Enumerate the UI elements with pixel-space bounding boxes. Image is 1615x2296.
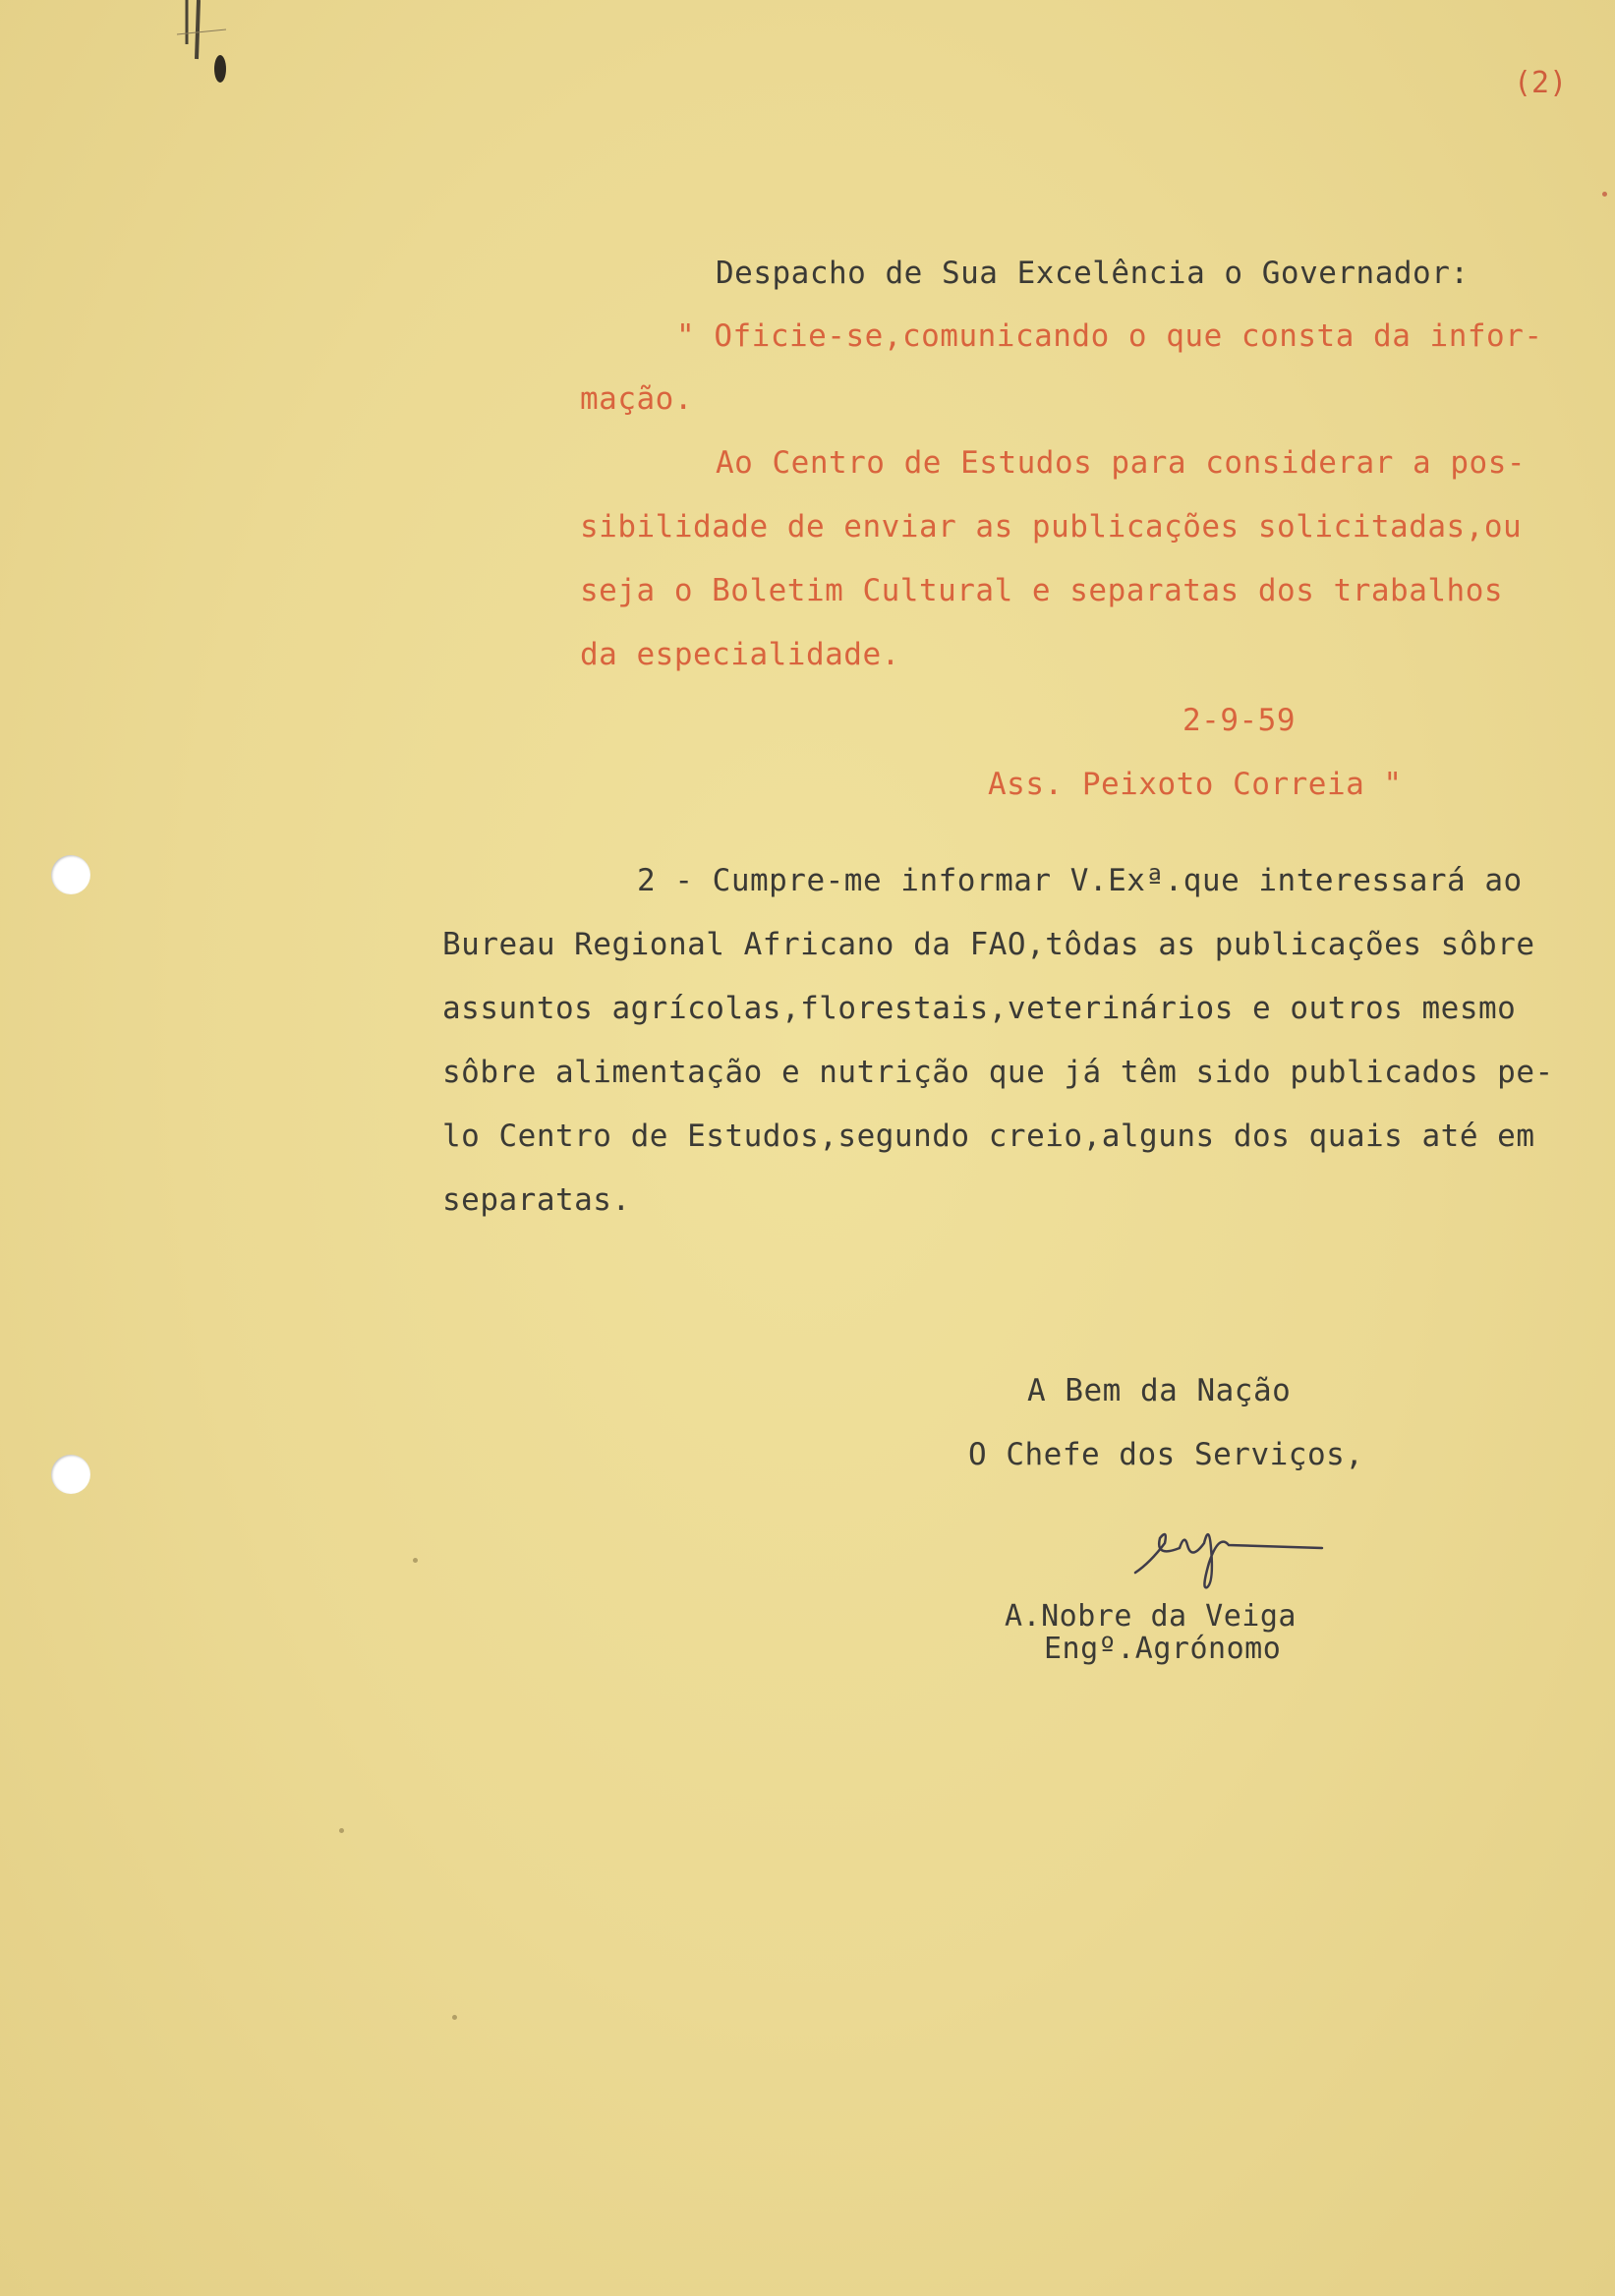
paragraph-line: separatas. bbox=[442, 1182, 631, 1218]
despacho-line: " Oficie-se,comunicando o que consta da infor- bbox=[676, 318, 1543, 354]
signatory-title: Engº.Agrónomo bbox=[1044, 1632, 1282, 1666]
staple-mark-icon bbox=[167, 0, 246, 88]
paper-speck bbox=[413, 1558, 418, 1563]
handwritten-signature bbox=[1130, 1504, 1327, 1592]
closing-salutation: A Bem da Nação bbox=[1027, 1373, 1292, 1408]
paper-speck bbox=[1602, 192, 1607, 197]
despacho-line: seja o Boletim Cultural e separatas dos trabalhos bbox=[580, 573, 1504, 608]
paper-speck bbox=[339, 1828, 344, 1833]
punch-hole-top bbox=[51, 855, 90, 894]
despacho-date: 2-9-59 bbox=[1182, 703, 1296, 738]
page-number: (2) bbox=[1514, 66, 1568, 100]
despacho-signed: Ass. Peixoto Correia " bbox=[988, 767, 1403, 802]
despacho-line: Ao Centro de Estudos para considerar a pos- bbox=[716, 445, 1527, 481]
paragraph-line: sôbre alimentação e nutrição que já têm sido publicados pe- bbox=[442, 1055, 1554, 1090]
paragraph-line: lo Centro de Estudos,segundo creio,alguns dos quais até em bbox=[442, 1119, 1535, 1154]
paragraph-line: assuntos agrícolas,florestais,veterinários e outros mesmo bbox=[442, 991, 1517, 1026]
closing-role: O Chefe dos Serviços, bbox=[968, 1437, 1364, 1472]
paragraph-line: 2 - Cumpre-me informar V.Exª.que interessará ao bbox=[637, 863, 1523, 898]
punch-hole-bottom bbox=[51, 1455, 90, 1494]
despacho-line: sibilidade de enviar as publicações solicitadas,ou bbox=[580, 509, 1523, 545]
despacho-line: da especialidade. bbox=[580, 637, 900, 672]
despacho-heading: Despacho de Sua Excelência o Governador: bbox=[716, 256, 1470, 291]
paper-speck bbox=[452, 2015, 457, 2020]
paragraph-line: Bureau Regional Africano da FAO,tôdas as publicações sôbre bbox=[442, 927, 1535, 962]
signatory-name: A.Nobre da Veiga bbox=[1005, 1599, 1297, 1634]
despacho-line: mação. bbox=[580, 381, 693, 417]
